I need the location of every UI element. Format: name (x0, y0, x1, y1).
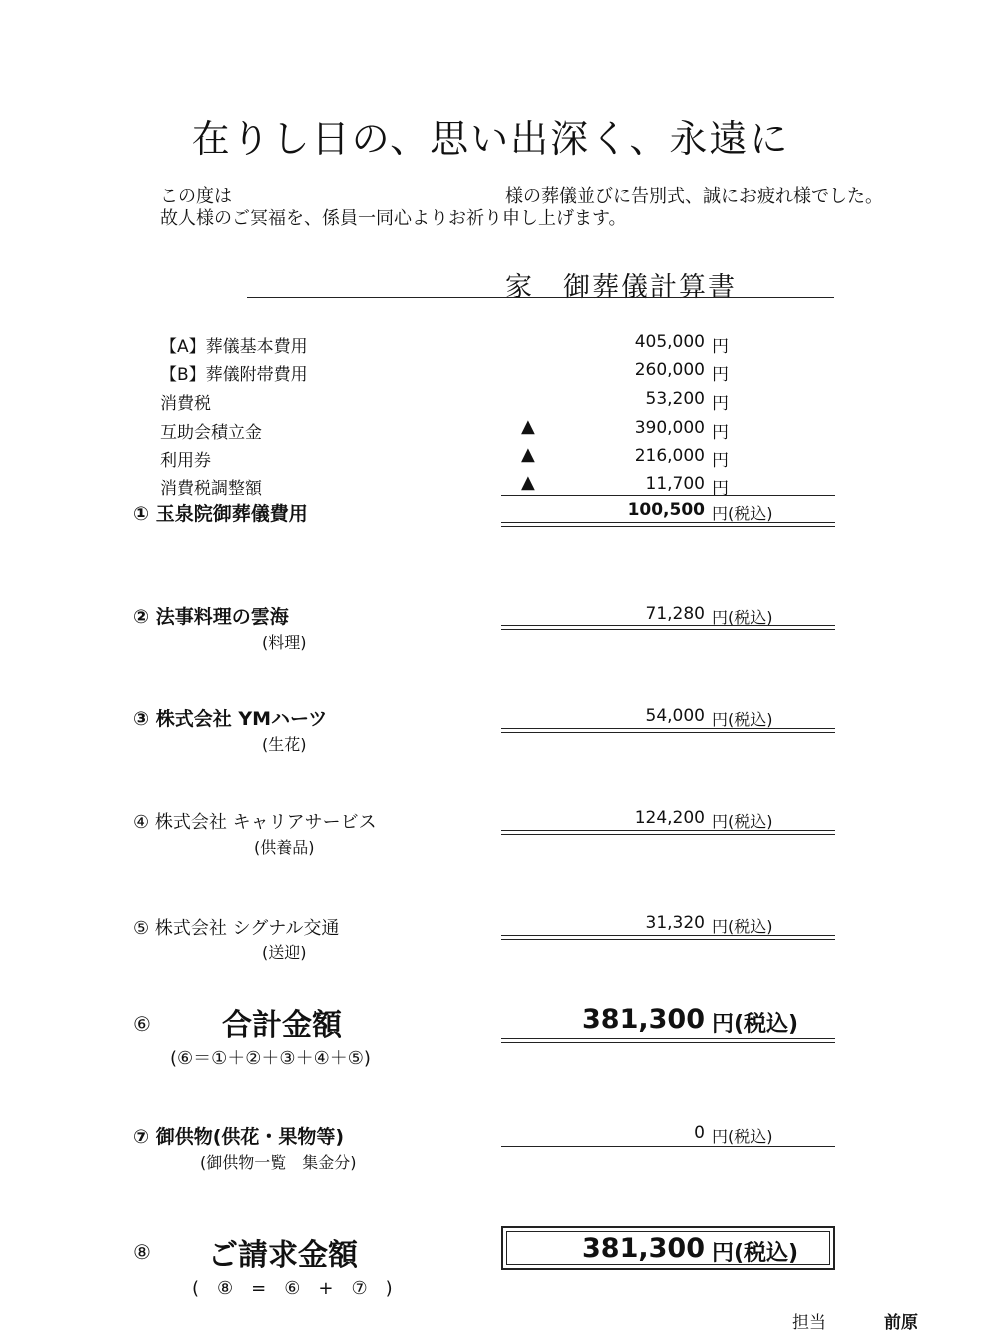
section-label: ② 法事料理の雲海 (133, 606, 289, 628)
section-amount: 54,000 (645, 706, 705, 726)
offering-sub: (御供物一覧 集金分) (200, 1153, 357, 1172)
section-double-rule (501, 935, 835, 940)
section-sub: (送迎) (262, 943, 307, 962)
bill-formula: ( ⑧ = ⑥ + ⑦ ) (192, 1278, 393, 1299)
bill-amount: 381,300 (582, 1233, 705, 1264)
section-double-rule (501, 830, 835, 835)
breakdown-unit: 円 (712, 337, 729, 357)
breakdown-amount: 260,000 (634, 360, 705, 380)
breakdown-unit: 円 (712, 365, 729, 385)
section-unit: 円(税込) (712, 917, 773, 936)
total-double-rule (501, 1038, 835, 1043)
breakdown-amount: 216,000 (634, 446, 705, 466)
subtotal-rule (501, 495, 835, 496)
breakdown-label: 消費税調整額 (160, 479, 262, 499)
section-unit: 円(税込) (712, 608, 773, 627)
breakdown-unit: 円 (712, 479, 729, 499)
offering-amount: 0 (694, 1123, 705, 1143)
section-amount: 31,320 (645, 913, 705, 933)
page-title: 在りし日の、思い出深く、永遠に (191, 117, 790, 161)
total-number: ⑥ (133, 1012, 151, 1036)
breakdown-label: 消費税 (160, 394, 211, 414)
breakdown-label: 利用券 (160, 451, 211, 471)
deduction-triangle-icon: ▲ (521, 444, 535, 465)
section-label: ③ 株式会社 YMハーツ (133, 708, 328, 730)
offering-unit: 円(税込) (712, 1127, 773, 1146)
bill-unit: 円(税込) (712, 1241, 799, 1266)
section-unit: 円(税込) (712, 812, 773, 831)
section-amount: 124,200 (634, 808, 705, 828)
deduction-triangle-icon: ▲ (521, 472, 535, 493)
heading-underline (247, 297, 834, 298)
section-amount: 71,280 (645, 604, 705, 624)
section-double-rule (501, 625, 835, 630)
section-sub: (料理) (262, 633, 307, 652)
section-label: ⑤ 株式会社 シグナル交通 (133, 918, 340, 939)
intro-line1-prefix: この度は (160, 186, 232, 207)
breakdown-unit: 円 (712, 423, 729, 443)
section-double-rule (501, 728, 835, 733)
bill-label: ご請求金額 (208, 1238, 358, 1273)
section-double-rule (501, 522, 835, 527)
section-amount: 100,500 (627, 500, 705, 520)
section-label: ④ 株式会社 キャリアサービス (133, 812, 377, 833)
breakdown-unit: 円 (712, 394, 729, 414)
offering-rule (501, 1146, 835, 1147)
section-label: ① 玉泉院御葬儀費用 (133, 503, 308, 525)
bill-number: ⑧ (133, 1240, 151, 1264)
staff-label: 担当 (792, 1313, 826, 1333)
breakdown-amount: 405,000 (634, 332, 705, 352)
breakdown-amount: 11,700 (645, 474, 705, 494)
breakdown-label: 【B】葬儀附帯費用 (160, 365, 308, 385)
breakdown-amount: 53,200 (645, 389, 705, 409)
total-amount: 381,300 (582, 1004, 705, 1035)
section-unit: 円(税込) (712, 710, 773, 729)
staff-name: 前原 (884, 1313, 918, 1333)
section-unit: 円(税込) (712, 504, 773, 523)
intro-line2: 故人様のご冥福を、係員一同心よりお祈り申し上げます。 (160, 208, 627, 229)
section-sub: (供養品) (254, 838, 315, 857)
breakdown-unit: 円 (712, 451, 729, 471)
deduction-triangle-icon: ▲ (521, 416, 535, 437)
intro-line1-suffix: 様の葬儀並びに告別式、誠にお疲れ様でした。 (505, 186, 883, 207)
total-formula: (⑥＝①＋②＋③＋④＋⑤) (170, 1048, 371, 1069)
total-label: 合計金額 (222, 1008, 342, 1043)
breakdown-label: 【A】葬儀基本費用 (160, 337, 308, 357)
section-sub: (生花) (262, 735, 307, 754)
offering-label: ⑦ 御供物(供花・果物等) (133, 1126, 345, 1148)
statement-heading: 家 御葬儀計算書 (505, 272, 737, 303)
total-unit: 円(税込) (712, 1012, 799, 1037)
breakdown-label: 互助会積立金 (160, 423, 262, 443)
breakdown-amount: 390,000 (634, 418, 705, 438)
